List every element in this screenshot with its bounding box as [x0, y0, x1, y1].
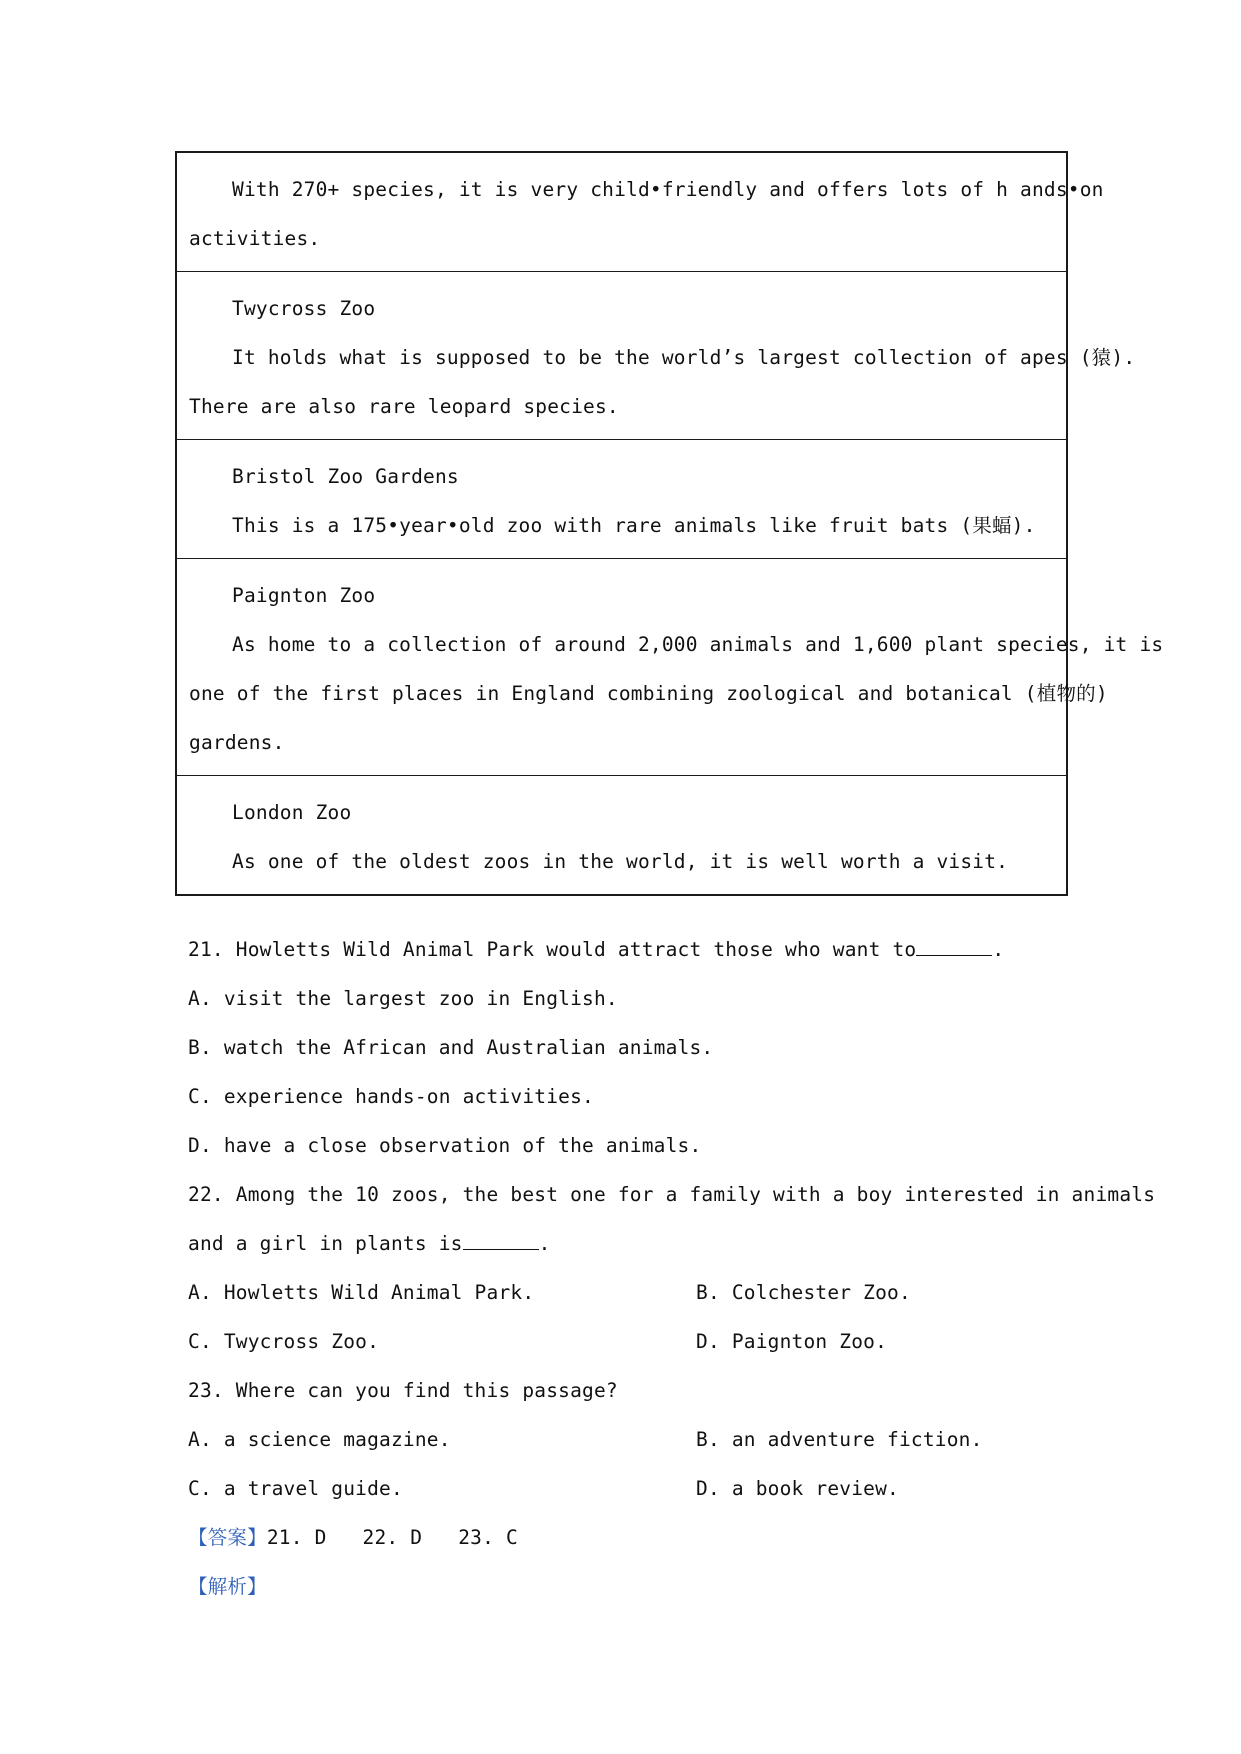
question-21-stem-end: . — [992, 938, 1005, 961]
zoo-description-line: With 270+ species, it is very child•friendly and offers lots of h ands•on — [232, 178, 1104, 201]
question-23-stem: 23. Where can you find this passage? — [188, 1379, 618, 1402]
questions-section — [188, 925, 1156, 1611]
question-22-stem-text: and a girl in plants is — [188, 1232, 463, 1255]
question-21-stem — [188, 925, 1068, 974]
question-22-stem-line1: 22. Among the 10 zoos, the best one for a family with a boy interested in animals — [188, 1183, 1156, 1206]
zoo-description-line: As home to a collection of around 2,000 animals and 1,600 plant species, it is — [232, 633, 1164, 656]
question-23-option-a: A. a science magazine. — [188, 1428, 451, 1451]
question-22-options-row-2 — [188, 1317, 1068, 1366]
question-22-option-a: A. Howletts Wild Animal Park. — [188, 1281, 535, 1304]
zoo-title: Bristol Zoo Gardens — [232, 465, 459, 488]
question-21-option-c: C. experience hands-on activities. — [188, 1085, 594, 1108]
analysis-line — [188, 1562, 1068, 1611]
question-23-options-row-2 — [188, 1464, 1068, 1513]
zoo-title: London Zoo — [232, 801, 352, 824]
question-22-option-d: D. Paignton Zoo. — [696, 1330, 888, 1353]
zoo-cell-paignton — [177, 558, 1164, 775]
zoo-description-line: As one of the oldest zoos in the world, it is well worth a visit. — [232, 850, 1009, 873]
answer-item: 23. C — [458, 1526, 518, 1549]
answer-item: 21. D — [266, 1526, 327, 1549]
answer-tag: 【答案】 — [188, 1526, 267, 1549]
question-21-option-b: B. watch the African and Australian animals. — [188, 1036, 714, 1059]
zoo-title: Paignton Zoo — [232, 584, 376, 607]
answer-line — [188, 1513, 1068, 1562]
zoo-cell-howletts-continued — [177, 153, 1104, 271]
question-23-option-c: C. a travel guide. — [188, 1477, 403, 1500]
question-22-stem-end: . — [538, 1232, 551, 1255]
analysis-tag: 【解析】 — [188, 1575, 267, 1598]
zoo-description-line: There are also rare leopard species. — [189, 395, 619, 418]
answer-blank — [916, 933, 992, 956]
question-22-option-b: B. Colchester Zoo. — [696, 1281, 911, 1304]
zoo-cell-bristol — [177, 439, 1066, 558]
question-22-stem-line2 — [188, 1219, 1068, 1268]
answer-blank — [463, 1227, 539, 1250]
zoo-title: Twycross Zoo — [232, 297, 376, 320]
zoo-cell-london — [177, 775, 1066, 894]
answer-item: 22. D — [362, 1526, 423, 1549]
zoo-description-line: gardens. — [189, 731, 285, 754]
question-23-option-b: B. an adventure fiction. — [696, 1428, 983, 1451]
zoo-description-line: activities. — [189, 227, 321, 250]
question-21-option-a: A. visit the largest zoo in English. — [188, 987, 618, 1010]
zoo-description-line: It holds what is supposed to be the world’s largest collection of apes (猿). — [232, 346, 1136, 369]
zoo-cell-twycross — [177, 271, 1136, 439]
question-21-option-d: D. have a close observation of the animals. — [188, 1134, 702, 1157]
zoo-description-line: This is a 175•year•old zoo with rare animals like fruit bats (果蝠). — [232, 514, 1036, 537]
question-22-options-row-1 — [188, 1268, 1068, 1317]
zoo-table — [175, 151, 1164, 896]
question-21-stem-text: 21. Howletts Wild Animal Park would attract those who want to — [188, 938, 917, 961]
zoo-description-line: one of the first places in England combining zoological and botanical (植物的) — [189, 682, 1108, 705]
question-23-option-d: D. a book review. — [696, 1477, 899, 1500]
question-23-options-row-1 — [188, 1415, 1068, 1464]
question-22-option-c: C. Twycross Zoo. — [188, 1330, 380, 1353]
